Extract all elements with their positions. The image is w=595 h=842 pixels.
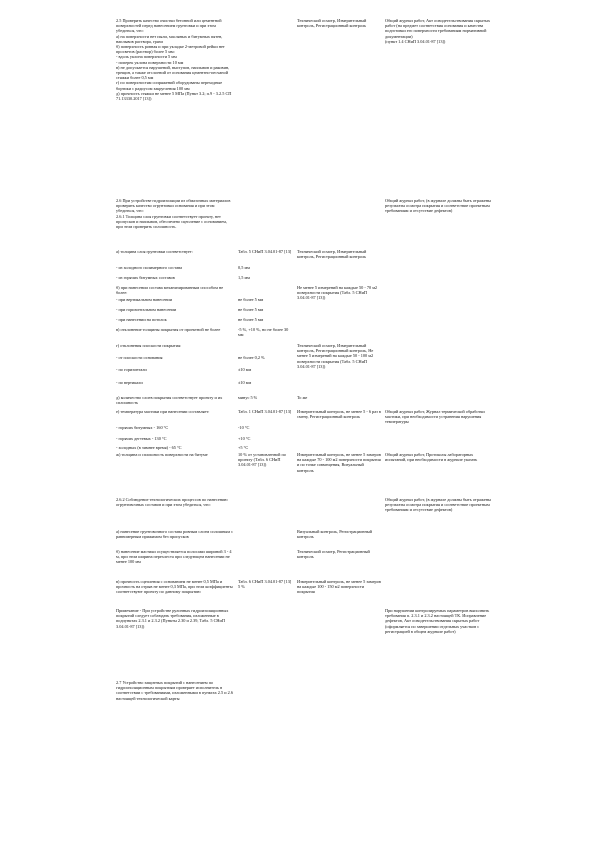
table-cell-c2: Табл. 1 СНиП 3.04.01-87 [13] <box>238 409 292 414</box>
table-cell-c2: -5 %, +10 %, но не более 30 мм <box>238 327 289 338</box>
table-cell-c1: - при горизонтальном нанесении <box>116 307 177 312</box>
table-cell-c2: 1,5 мм <box>238 275 250 280</box>
table-cell-c2: не более 0,2 % <box>238 355 265 360</box>
table-cell-c3: Технический осмотр, Измерительный контроль, Регистрационный контроль <box>297 18 367 29</box>
table-cell-c4: При нарушении контролируемых параметров выполнить требования п. 2.3.1 и 2.3.2 настоящей ТК. Исправление дефектов, Акт освидетельствования скрытых работ (оформляется по завершении отдельных участков с регистрацией в общем журнале работ) <box>385 608 490 634</box>
table-cell-c2: не более 5 мм <box>238 297 264 302</box>
table-cell-c1: в) прочность сцепления с основанием не менее 0,5 МПа и прочность на отрыв не менее 0,3 МПа, при этом коэффициенты соответствуют проекту по данному покрытию <box>116 579 233 595</box>
table-cell-c2: 10 % от установленной по проекту (Табл. 6 СНиП 3.04.01-87 [13]) <box>238 452 287 468</box>
table-cell-c3: Технический осмотр, Регистрационный контроль <box>297 549 370 560</box>
table-cell-c1: Примечание - При устройстве рулонных гидроизоляционных покрытий следует соблюдать требования, изложенные в подпунктах 2.3.1 и 2.3.2 (Пункты 2.30 и 2.39, Табл. 5 СНиП 3.04.01-87 [13]) <box>116 608 229 629</box>
table-cell-c4: Общий журнал работ, (в журнале должны быть отражены результаты осмотра покрытия и соответствие проектным требованиям и отсутствие дефектов) <box>385 497 491 513</box>
table-cell-c1: 2.5 Проверить качество очистки бетонной или цементной поверхностей перед нанесением грунтовки и при этом убедиться, что: а) на поверхности нет пыли, масляных и битумных пятен, наплывов раствора, грязи б) поверхность ровная и при укладке 2-метровой рейки нет просветов (раствор) более 5 мм: - вдоль уклона поверхности 5 мм - поперек уклона поверхности 10 мм в) не допускается нарушений, выступов, наплывов и раковин, трещин, а также отслоений от основания цементно-песчаной стяжки более 0,5 мм г) по поверхностям сопряжений оборудованы переходные бортики с радиусом закругления 100 мм д) прочность стяжки не менее 5 МПа (Пункт 3.2; п.9 - 3.2.5 СП 71.13330.2017 [13]) <box>116 18 232 102</box>
table-cell-c4: Общий журнал работ, Журнал термической обработки мастики, при необходимости устранения нарушения температуры <box>385 409 485 425</box>
table-cell-c1: - горячих битумных - 160 °С <box>116 425 169 430</box>
table-cell-c1: д) количество слоев покрытия соответствует проекту и их сплошность <box>116 395 223 406</box>
table-cell-c2: не более 5 мм <box>238 317 264 322</box>
table-cell-c1: - при вертикальном нанесении <box>116 297 173 302</box>
table-cell-c2: 0,5 мм <box>238 265 250 270</box>
table-cell-c4: Общий журнал работ, Протоколы лабораторных испытаний, при необходимости в журнале указать <box>385 452 478 463</box>
table-cell-c1: - горячих дегтевых - 130 °С <box>116 436 167 441</box>
table-cell-c1: - из холодного полимерного состава <box>116 265 183 270</box>
table-cell-c3: Измерительный контроль, не менее 5 замеров на каждые 100 - 150 м2 поверхности покрытия <box>297 579 381 595</box>
table-cell-c3: Измерительный контроль, не менее 5 - 6 раз в смену, Регистрационный контроль <box>297 409 381 420</box>
table-cell-c1: б) нанесение мастики осуществляется полосами шириной 3 - 4 м, при этом ширина перехлеста при следующем нанесении не менее 100 мм <box>116 549 232 565</box>
table-cell-c2: не более 5 мм <box>238 307 264 312</box>
table-cell-c1: 2.6 При устройстве гидроизоляции из обмазочных материалов проверить качество огрунтовки основания и при этом убедиться, что: 2.6.1 Толщина слоя грунтовки соответствует проекту, нет пропусков и наплывов, обеспечено сцепление с основанием, при этом проверить сплошность. <box>116 198 231 230</box>
table-cell-c2: +5 °С <box>238 445 249 450</box>
table-cell-c1: а) нанесение грунтовочного состава ровным слоем сплошным с равномерным прижимом без пропусков <box>116 529 233 540</box>
table-cell-c1: г) отклонения плоскости покрытия: <box>116 343 182 348</box>
table-cell-c4: Общий журнал работ, (в журнале должны быть отражены результаты осмотра покрытия и соответствие проектным требованиям и отсутствие дефектов) <box>385 198 491 214</box>
table-cell-c3: Технический осмотр, Измерительный контроль, Регистрационный контроль <box>297 249 367 260</box>
table-cell-c2: ±10 мм <box>238 380 252 385</box>
table-cell-c1: - от плоскости основания <box>116 355 163 360</box>
table-cell-c3: Не менее 5 измерений на каждые 50 - 70 м2 поверхности покрытия (Табл. 5 СНиП 3.04.01-87 [13]) <box>297 285 378 301</box>
table-cell-c3: То же <box>297 395 308 400</box>
table-cell-c1: 2.6.2 Соблюдение технологических процессов по нанесению огрунтовочных составов и при этом убедиться, что: <box>116 497 228 508</box>
table-cell-c1: - холодных (в зимнее время) - 65 °С <box>116 445 182 450</box>
table-cell-c1: 2.7 Устройство защитных покрытий с нанесением по гидроизоляционным покрытиям проверяет исполнитель в соответствии с требованиями, изложенными в пунктах 2.5 и 2.6 настоящей технологической карты <box>116 680 233 701</box>
table-cell-c1: е) температура мастики при нанесении составляет: <box>116 409 210 414</box>
table-cell-c1: - по горизонтали <box>116 367 147 372</box>
table-cell-c2: минус 5 % <box>238 395 258 400</box>
table-cell-c1: в) отклонение толщины покрытия от проектной не более <box>116 327 221 332</box>
table-cell-c2: Табл. 6 СНиП 3.04.01-87 [13] 5 % <box>238 579 292 590</box>
table-cell-c2: -10 °С <box>238 425 250 430</box>
table-cell-c2: +10 °С <box>238 436 251 441</box>
table-cell-c1: - из горячих битумных составов <box>116 275 175 280</box>
table-cell-c3: Технический осмотр, Измерительный контроль, Регистрационный контроль, Не менее 5 измерений на каждые 50 - 100 м2 поверхности покрытия (Табл. 5 СНиП 3.04.01-87 [13]) <box>297 343 374 369</box>
table-cell-c1: - при нанесении на потолок <box>116 317 167 322</box>
table-cell-c2: Табл. 5 СНиП 3.04.01-87 [13] <box>238 249 292 254</box>
table-cell-c3: Визуальный контроль, Регистрационный контроль <box>297 529 372 540</box>
table-cell-c1: б) при нанесении состава механизированным способом не более: <box>116 285 224 296</box>
table-cell-c1: а) толщина слоя грунтовки соответствует: <box>116 249 193 254</box>
table-cell-c4: Общий журнал работ, Акт освидетельствования скрытых работ (на предмет соответствия основания и качества подготовки его поверхности требованиям нормативной документации) (пункт 1.4 СНиП 3.04.01-87 [13]) <box>385 18 491 44</box>
table-cell-c3: Измерительный контроль, не менее 5 замеров на каждые 70 - 100 м2 поверхности покрытия и по точке совмещения, Визуальный контроль <box>297 452 381 473</box>
table-cell-c1: - по вертикали <box>116 380 143 385</box>
table-cell-c1: ж) толщина и сплошность поверхности на битуме <box>116 452 208 457</box>
table-cell-c2: ±10 мм <box>238 367 252 372</box>
